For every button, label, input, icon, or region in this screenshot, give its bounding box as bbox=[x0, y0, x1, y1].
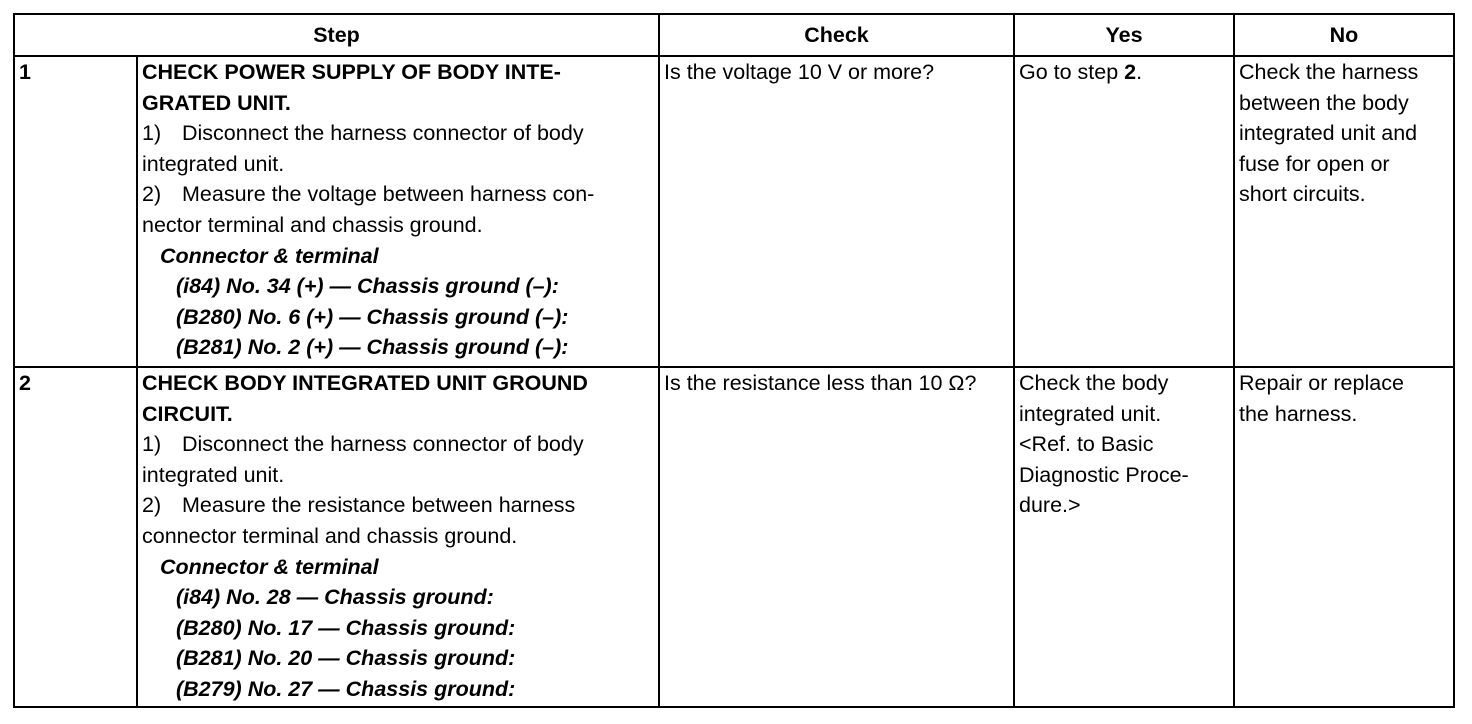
instruction-line: integrated unit. bbox=[142, 462, 285, 487]
no-cell: Check the harness between the body integrated unit and fuse for open or short circuits. bbox=[1234, 56, 1454, 367]
connector-item: (B281) No. 2 (+) — Chassis ground (–): bbox=[176, 335, 569, 360]
yes-cell: Go to step 2. bbox=[1014, 56, 1234, 367]
table-row bbox=[14, 367, 1454, 707]
connector-label: Connector & terminal bbox=[160, 554, 379, 579]
check-cell: Is the voltage 10 V or more? bbox=[659, 56, 1014, 367]
connector-item: (B280) No. 17 — Chassis ground: bbox=[176, 615, 516, 640]
header-yes: Yes bbox=[1014, 14, 1234, 56]
connector-item: (B280) No. 6 (+) — Chassis ground (–): bbox=[176, 304, 569, 329]
instruction-line: 2) Measure the voltage between harness con- bbox=[142, 182, 595, 207]
header-check: Check bbox=[659, 14, 1014, 56]
step-number: 2 bbox=[14, 367, 137, 707]
instruction-line: 1) Disconnect the harness connector of body bbox=[142, 121, 584, 146]
header-no: No bbox=[1234, 14, 1454, 56]
step-title-line: GRATED UNIT. bbox=[142, 90, 291, 115]
instruction-line: 1) Disconnect the harness connector of body bbox=[142, 432, 584, 457]
connector-item: (B279) No. 27 — Chassis ground: bbox=[176, 676, 516, 701]
no-cell: Repair or replace the harness. bbox=[1234, 367, 1454, 707]
table-row bbox=[14, 56, 1454, 367]
header-step: Step bbox=[14, 14, 659, 56]
connector-item: (i84) No. 28 — Chassis ground: bbox=[176, 585, 494, 610]
step-description bbox=[137, 56, 659, 367]
instruction-line: 2) Measure the resistance between harness bbox=[142, 493, 576, 518]
step-title-line: CIRCUIT. bbox=[142, 401, 233, 426]
step-description bbox=[137, 367, 659, 707]
step-title-line: CHECK BODY INTEGRATED UNIT GROUND bbox=[142, 371, 588, 395]
diagnostic-table bbox=[13, 13, 1455, 708]
instruction-line: connector terminal and chassis ground. bbox=[142, 523, 518, 548]
connector-item: (i84) No. 34 (+) — Chassis ground (–): bbox=[176, 274, 559, 299]
header-row bbox=[14, 14, 1454, 56]
connector-item: (B281) No. 20 — Chassis ground: bbox=[176, 646, 516, 671]
step-reference: 2 bbox=[1124, 60, 1137, 84]
connector-label: Connector & terminal bbox=[160, 243, 379, 268]
check-cell: Is the resistance less than 10 Ω? bbox=[659, 367, 1014, 707]
step-number: 1 bbox=[14, 56, 137, 367]
step-title-line: CHECK POWER SUPPLY OF BODY INTE- bbox=[142, 60, 561, 84]
instruction-line: nector terminal and chassis ground. bbox=[142, 212, 483, 237]
instruction-line: integrated unit. bbox=[142, 151, 285, 176]
yes-cell: Check the body integrated unit. <Ref. to Basic Diagnostic Proce- dure.> bbox=[1014, 367, 1234, 707]
